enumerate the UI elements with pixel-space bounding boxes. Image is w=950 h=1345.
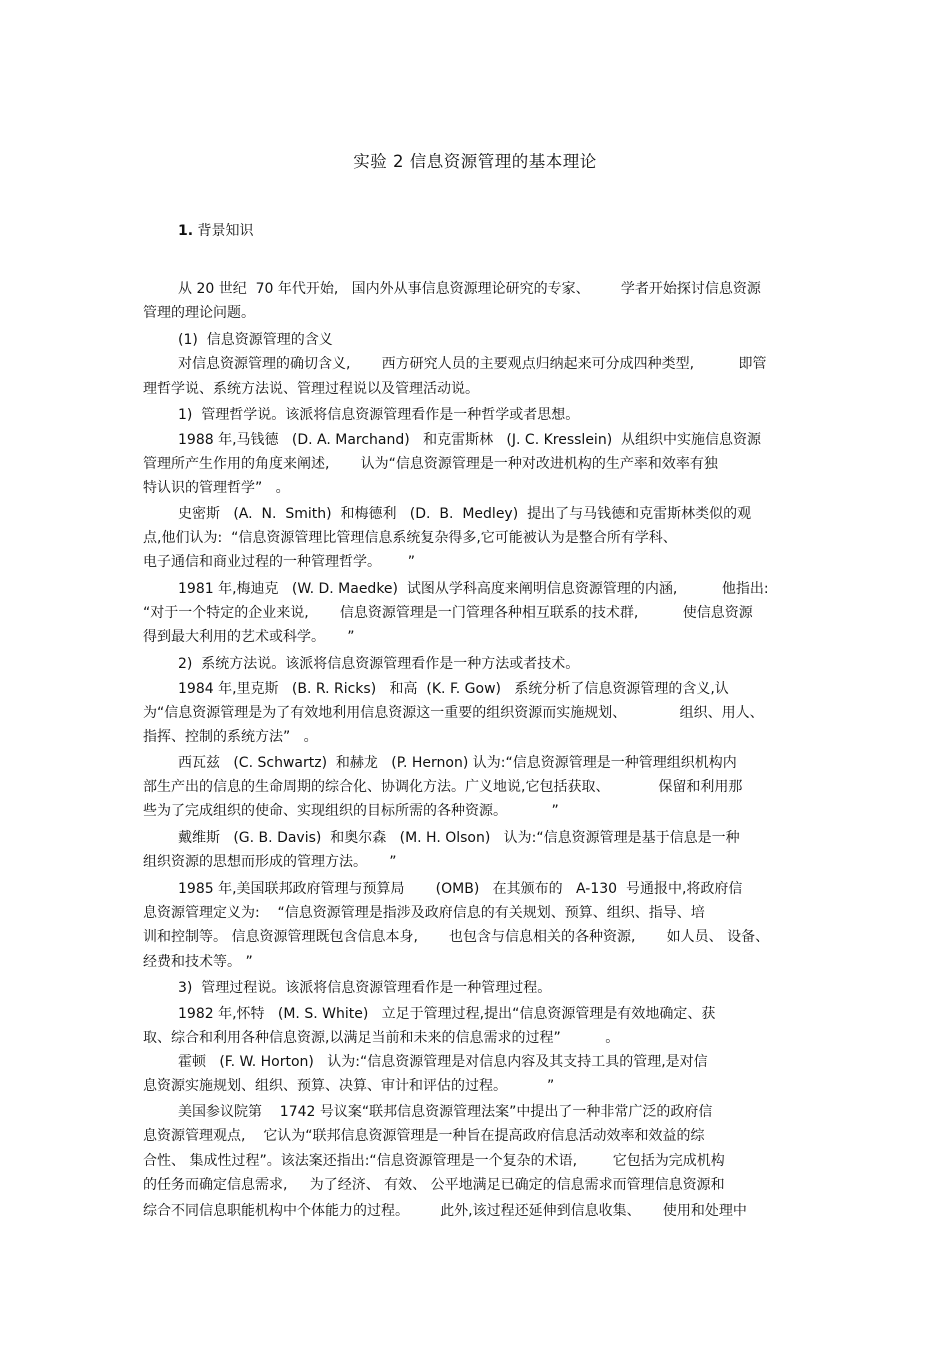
text-line: 综合不同信息职能机构中个体能力的过程。 此外,该过程还延伸到信息收集、 使用和处理中 [143, 1203, 747, 1219]
text-line: 1982 年,怀特 (M. S. White) 立足于管理过程,提出“信息资源管理是有效地确定、获 [178, 1006, 716, 1022]
section-number: 1. [178, 223, 194, 239]
section-label: 背景知识 [197, 223, 254, 239]
text-line: 特认识的管理哲学” 。 [143, 480, 290, 496]
text-line: 史密斯 (A. N. Smith) 和梅德利 (D. B. Medley) 提出了与马钱德和克雷斯林类似的观 [178, 506, 752, 522]
text-line: 经费和技术等。 ” [143, 954, 253, 970]
document-title: 实验 2 信息资源管理的基本理论 [353, 152, 597, 171]
text-line: 组织资源的思想而形成的管理方法。 ” [143, 854, 397, 870]
text-line: 点,他们认为: “信息资源管理比管理信息系统复杂得多,它可能被认为是整合所有学科、 [143, 530, 677, 546]
text-line: 些为了完成组织的使命、实现组织的目标所需的各种资源。 ” [143, 803, 559, 819]
text-line: 对信息资源管理的确切含义, 西方研究人员的主要观点归纳起来可分成四种类型, 即管 [178, 356, 767, 372]
text-line: 从 20 世纪 70 年代开始, 国内外从事信息资源理论研究的专家、 学者开始探讨信息资源 [178, 281, 761, 297]
text-line: 西瓦兹 (C. Schwartz) 和赫龙 (P. Hernon) 认为:“信息资源管理是一种管理组织机构内 [178, 755, 737, 771]
text-line: 1981 年,梅迪克 (W. D. Maedke) 试图从学科高度来阐明信息资源管理的内涵, 他指出: [178, 581, 769, 597]
text-line: 1985 年,美国联邦政府管理与预算局 (OMB) 在其颁布的 A-130 号通报中,将政府信 [178, 881, 743, 897]
text-line: 1) 管理哲学说。该派将信息资源管理看作是一种哲学或者思想。 [178, 407, 580, 423]
section-heading [178, 220, 254, 240]
text-line: 训和控制等。 信息资源管理既包含信息本身, 也包含与信息相关的各种资源, 如人员、 设备、 [143, 929, 770, 945]
text-line: 的任务而确定信息需求, 为了经济、 有效、 公平地满足已确定的信息需求而管理信息资源和 [143, 1177, 725, 1193]
text-line: 合性、 集成性过程”。该法案还指出:“信息资源管理是一个复杂的术语, 它包括为完成机构 [143, 1153, 725, 1169]
text-line: (1) 信息资源管理的含义 [178, 332, 333, 348]
text-line: 电子通信和商业过程的一种管理哲学。 ” [143, 554, 415, 570]
text-line: 戴维斯 (G. B. Davis) 和奥尔森 (M. H. Olson) 认为:“信息资源管理是基于信息是一种 [178, 830, 740, 846]
text-line: 息资源实施规划、组织、预算、决算、审计和评估的过程。 ” [143, 1078, 555, 1094]
text-line: 得到最大利用的艺术或科学。 ” [143, 629, 355, 645]
text-line: 管理的理论问题。 [143, 305, 255, 321]
text-line: 3) 管理过程说。该派将信息资源管理看作是一种管理过程。 [178, 980, 552, 996]
text-line: 1988 年,马钱德 (D. A. Marchand) 和克雷斯林 (J. C. Kresslein) 从组织中实施信息资源 [178, 432, 762, 448]
text-line: 部生产出的信息的生命周期的综合化、协调化方法。广义地说,它包括获取、 保留和利用那 [143, 779, 743, 795]
text-line: 霍顿 (F. W. Horton) 认为:“信息资源管理是对信息内容及其支持工具的管理,是对信 [178, 1054, 708, 1070]
text-line: 2) 系统方法说。该派将信息资源管理看作是一种方法或者技术。 [178, 656, 580, 672]
text-line: 指挥、控制的系统方法” 。 [143, 729, 318, 745]
text-line: 息资源管理定义为: “信息资源管理是指涉及政府信息的有关规划、预算、组织、指导、培 [143, 905, 705, 921]
text-line: 美国参议院第 1742 号议案“联邦信息资源管理法案”中提出了一种非常广泛的政府信 [178, 1104, 713, 1120]
text-line: 理哲学说、系统方法说、管理过程说以及管理活动说。 [143, 381, 479, 397]
text-line: “对于一个特定的企业来说, 信息资源管理是一门管理各种相互联系的技术群, 使信息资源 [143, 605, 753, 621]
text-line: 管理所产生作用的角度来阐述, 认为“信息资源管理是一种对改进机构的生产率和效率有独 [143, 456, 718, 472]
text-line: 取、综合和利用各种信息资源,以满足当前和未来的信息需求的过程” 。 [143, 1030, 620, 1046]
text-line: 息资源管理观点, 它认为“联邦信息资源管理是一种旨在提高政府信息活动效率和效益的综 [143, 1128, 705, 1144]
text-line: 1984 年,里克斯 (B. R. Ricks) 和高 (K. F. Gow) 系统分析了信息资源管理的含义,认 [178, 681, 729, 697]
text-line: 为“信息资源管理是为了有效地利用信息资源这一重要的组织资源而实施规划、 组织、用人、 [143, 705, 764, 721]
